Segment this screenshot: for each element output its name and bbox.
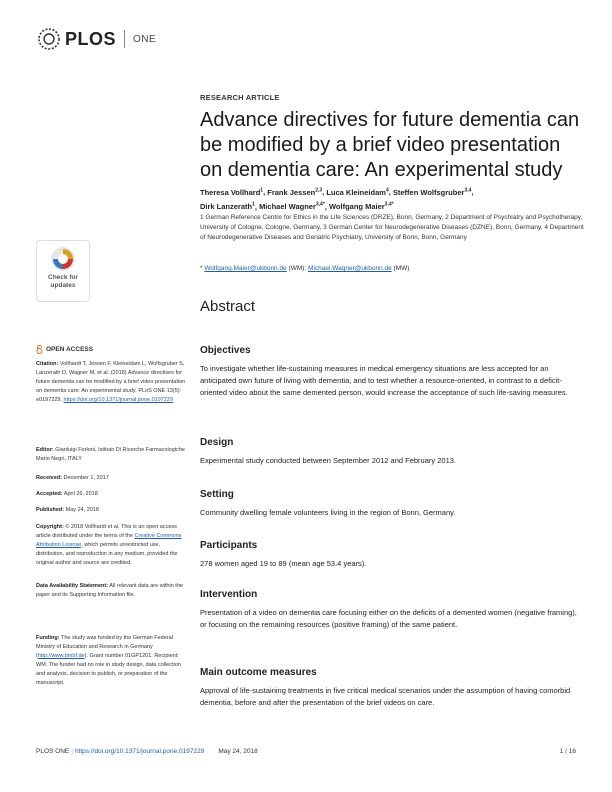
page-number: 1 / 16 — [559, 748, 576, 755]
data-availability-block: Data Availability Statement: All relevant data are within the paper and its Supporting Information file. — [36, 583, 183, 598]
accepted-date: Accepted: April 26, 2018 — [36, 491, 98, 497]
email-link-1[interactable]: Wolfgang.Maier@ukbonn.de — [204, 265, 287, 272]
abstract-heading: Abstract — [200, 298, 256, 315]
section-heading-intervention: Intervention — [200, 589, 258, 600]
author-line-1: Theresa Vollhard$^1$, Frank Jessen$^{2,3}$, Luca Kleineidam$^4$, Steffen Wolfsgruber$^{3,4}$, — [200, 187, 474, 197]
license-link[interactable]: Creative Commons Attribution License — [36, 533, 182, 548]
author[interactable]: Dirk Lanzerath$^1$ — [200, 201, 255, 211]
open-access-badge: OPEN ACCESS — [36, 345, 93, 354]
journal-name: ONE — [133, 33, 157, 45]
section-text-setting: Community dwelling female volunteers living in the region of Bonn, Germany. — [200, 508, 456, 517]
section-heading-objectives: Objectives — [200, 345, 251, 356]
section-text-outcome: Approval of life-sustaining treatments in five critical medical scenarios under the assumption of having comorbid dementia, before and after the presentation of the brief videos on care. — [200, 686, 571, 707]
funding-link[interactable]: http://www.bmbf.de — [37, 653, 85, 659]
affiliations: 1 German Reference Centre for Ethics in the Life Sciences (DRZE), Bonn, Germany, 2 Department of Psychiatry and Psychotherapy, University of Cologne, Cologne, Germany, 3 German Center for Neurodegenerative Diseases (DZNE), Bonn, Germany, 4 Department of Neurodegenerative Diseases and Geriatric Psychiatry, University of Bonn, Bonn, Germany — [200, 214, 584, 241]
editor-block: Editor: Gianluigi Forloni, Istituto Di Ricerche Farmacologiche Mario Negri, ITALY — [36, 447, 185, 462]
footer-date: May 24, 2018 — [218, 748, 258, 755]
received-date: Received: December 1, 2017 — [36, 475, 109, 481]
section-heading-design: Design — [200, 437, 234, 448]
author[interactable]: Frank Jessen$^{2,3}$ — [267, 187, 323, 197]
section-heading-participants: Participants — [200, 540, 258, 551]
section-text-design: Experimental study conducted between September 2012 and February 2013. — [200, 456, 456, 465]
plos-logo — [36, 26, 156, 52]
page-footer: PLOS ONE | https://doi.org/10.1371/journal.pone.0197229 May 24, 2018 1 / 16 — [36, 748, 576, 755]
article-type: RESEARCH ARTICLE — [200, 93, 280, 102]
check-for-updates-icon — [50, 246, 76, 272]
section-heading-outcome: Main outcome measures — [200, 667, 317, 678]
citation-doi-link[interactable]: https://doi.org/10.1371/journal.pone.0197229 — [63, 397, 174, 403]
author[interactable]: Steffen Wolfsgruber$^{3,4}$ — [392, 187, 472, 197]
funding-block: Funding: The study was funded by the German Federal Ministry of Education and Research in Germany (http://www.bmbf.de). Grant number 01GP1201. Recipient: WM. The funder had no role in study design, data collection and analysis, decision to publish, or preparation of the manuscript. — [36, 635, 181, 686]
check-for-updates-label: Check for updates — [48, 274, 78, 289]
footer-journal: PLOS ONE — [36, 748, 70, 755]
footer-doi-link[interactable]: https://doi.org/10.1371/journal.pone.0197229 — [74, 748, 205, 755]
copyright-block: Copyright: © 2018 Vollhardt et al. This is an open access article distributed under the terms of the Creative Commons Attribution License, which permits unrestricted use, distribution, and reproduction in any medium, provided the original author and source are credited. — [36, 524, 182, 566]
section-text-participants: 278 women aged 19 to 89 (mean age 53.4 years). — [200, 559, 367, 568]
author[interactable]: Michael Wagner$^{3,4*}$ — [259, 201, 325, 211]
section-text-intervention: Presentation of a video on dementia care focusing either on the deficits of a demented women (negative framing), or focusing on the remaining resources (positive framing) of the same patient. — [200, 608, 577, 629]
open-access-icon — [36, 345, 43, 354]
correspondence: * Wolfgang.Maier@ukbonn.de (WM); Michael.Wagner@ukbonn.de (MW) — [200, 265, 410, 272]
email-link-2[interactable]: Michael.Wagner@ukbonn.de — [308, 265, 392, 272]
author[interactable]: Luca Kleineidam$^4$ — [326, 187, 389, 197]
published-date: Published: May 24, 2018 — [36, 507, 99, 513]
plos-logo-icon — [36, 26, 62, 52]
section-text-objectives: To investigate whether life-sustaining measures in medical emergency situations are less accepted for an anticipated own future of living with dementia, and to test whether a resource-oriented, in contrast to a deficit-oriented video about the same demented person, would increase the acceptance of such life-saving measures. — [200, 364, 568, 397]
author-line-2: Dirk Lanzerath$^1$, Michael Wagner$^{3,4*}$, Wolfgang Maier$^{3,4*}$ — [200, 201, 394, 211]
logo-text: PLOS — [65, 28, 117, 49]
article-title: Advance directives for future dementia can be modified by a brief video presentation on dementia care: An experimental study — [200, 109, 580, 181]
citation-block: Citation: Vollhardt T, Jessen F, Kleineidam L, Wolfsgruber S, Lanzerath D, Wagner M, et al. (2018) Advance directives for future dementia can be modified by a brief video presentation on dementia care: An experimental study. PLoS ONE 13(5): e0197229. https://doi.org/10.1371/journal.pone.0197229 — [36, 361, 186, 403]
logo-divider — [124, 30, 125, 48]
author[interactable]: Theresa Vollhard$^1$ — [200, 187, 264, 197]
author[interactable]: Wolfgang Maier$^{3,4*}$ — [328, 201, 394, 211]
check-for-updates-badge[interactable] — [36, 240, 90, 302]
section-heading-setting: Setting — [200, 489, 234, 500]
author-list — [200, 184, 585, 213]
